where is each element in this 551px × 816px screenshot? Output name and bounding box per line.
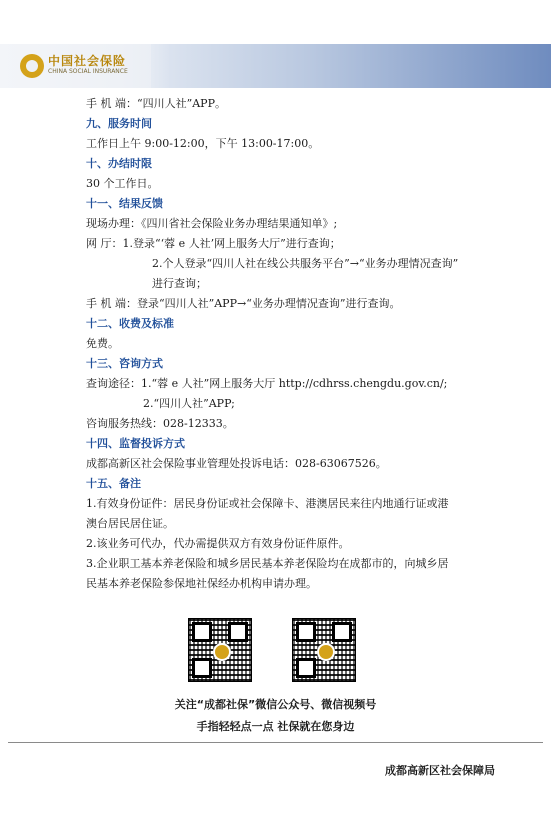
body-line: 进行查询； xyxy=(152,277,207,290)
qr-logo-icon xyxy=(317,643,335,661)
wechat-official-account-qr-code xyxy=(188,618,252,682)
logo-english-text: CHINA SOCIAL INSURANCE xyxy=(48,68,128,75)
logo-area xyxy=(0,44,170,88)
body-line: 手 机 端：“四川人社”APP。 xyxy=(86,97,226,110)
body-line: 网 厅：1.登录“‘蓉 e 人社’网上服务大厅”进行查询； xyxy=(86,237,341,250)
body-line: 澳台居民居住证。 xyxy=(86,517,174,530)
section-heading: 十四、监督投诉方式 xyxy=(86,437,185,450)
section-heading: 十、办结时限 xyxy=(86,157,152,170)
wechat-video-channel-qr-code xyxy=(292,618,356,682)
follow-caption: 关注“成都社保”微信公众号、微信视频号 xyxy=(174,698,377,711)
body-line: 2.该业务可代办，代办需提供双方有效身份证件原件。 xyxy=(86,537,350,550)
body-line: 手 机 端：登录“四川人社”APP→“业务办理情况查询”进行查询。 xyxy=(86,297,401,310)
body-line: 1.有效身份证件：居民身份证或社会保障卡、港澳居民来往内地通行证或港 xyxy=(86,497,449,510)
section-heading: 十二、收费及标准 xyxy=(86,317,174,330)
document-body xyxy=(86,94,486,594)
issuing-organization: 成都高新区社会保障局 xyxy=(385,764,495,777)
header-pattern xyxy=(151,44,551,88)
slogan: 手指轻轻点一点 社保就在您身边 xyxy=(196,720,355,733)
body-line: 咨询服务热线：028-12333。 xyxy=(86,417,234,430)
qr-code-row xyxy=(188,618,368,682)
body-line: 工作日上午 9:00-12:00，下午 13:00-17:00。 xyxy=(86,137,320,150)
body-line: 2.“四川人社”APP; xyxy=(143,397,235,410)
body-line: 2.个人登录“四川人社在线公共服务平台”→“业务办理情况查询” xyxy=(152,257,459,270)
body-line: 成都高新区社会保险事业管理处投诉电话：028-63067526。 xyxy=(86,457,387,470)
section-heading: 十一、结果反馈 xyxy=(86,197,163,210)
body-line: 民基本养老保险参保地社保经办机构申请办理。 xyxy=(86,577,317,590)
qr-logo-icon xyxy=(213,643,231,661)
body-line: 查询途径：1.“蓉 e 人社”网上服务大厅 http://cdhrss.chengdu.gov.cn/; xyxy=(86,377,448,390)
section-heading: 十三、咨询方式 xyxy=(86,357,163,370)
footer-divider xyxy=(8,742,543,743)
section-heading: 九、服务时间 xyxy=(86,117,152,130)
body-line: 3.企业职工基本养老保险和城乡居民基本养老保险均在成都市的，向城乡居 xyxy=(86,557,449,570)
body-line: 30 个工作日。 xyxy=(86,177,159,190)
social-insurance-logo-icon xyxy=(20,54,44,78)
body-line: 现场办理：《四川省社会保险业务办理结果通知单》; xyxy=(86,217,338,230)
page-header-banner xyxy=(0,44,551,88)
body-line: 免费。 xyxy=(86,337,119,350)
logo-chinese-text: 中国社会保险 xyxy=(48,54,127,68)
section-heading: 十五、备注 xyxy=(86,477,141,490)
